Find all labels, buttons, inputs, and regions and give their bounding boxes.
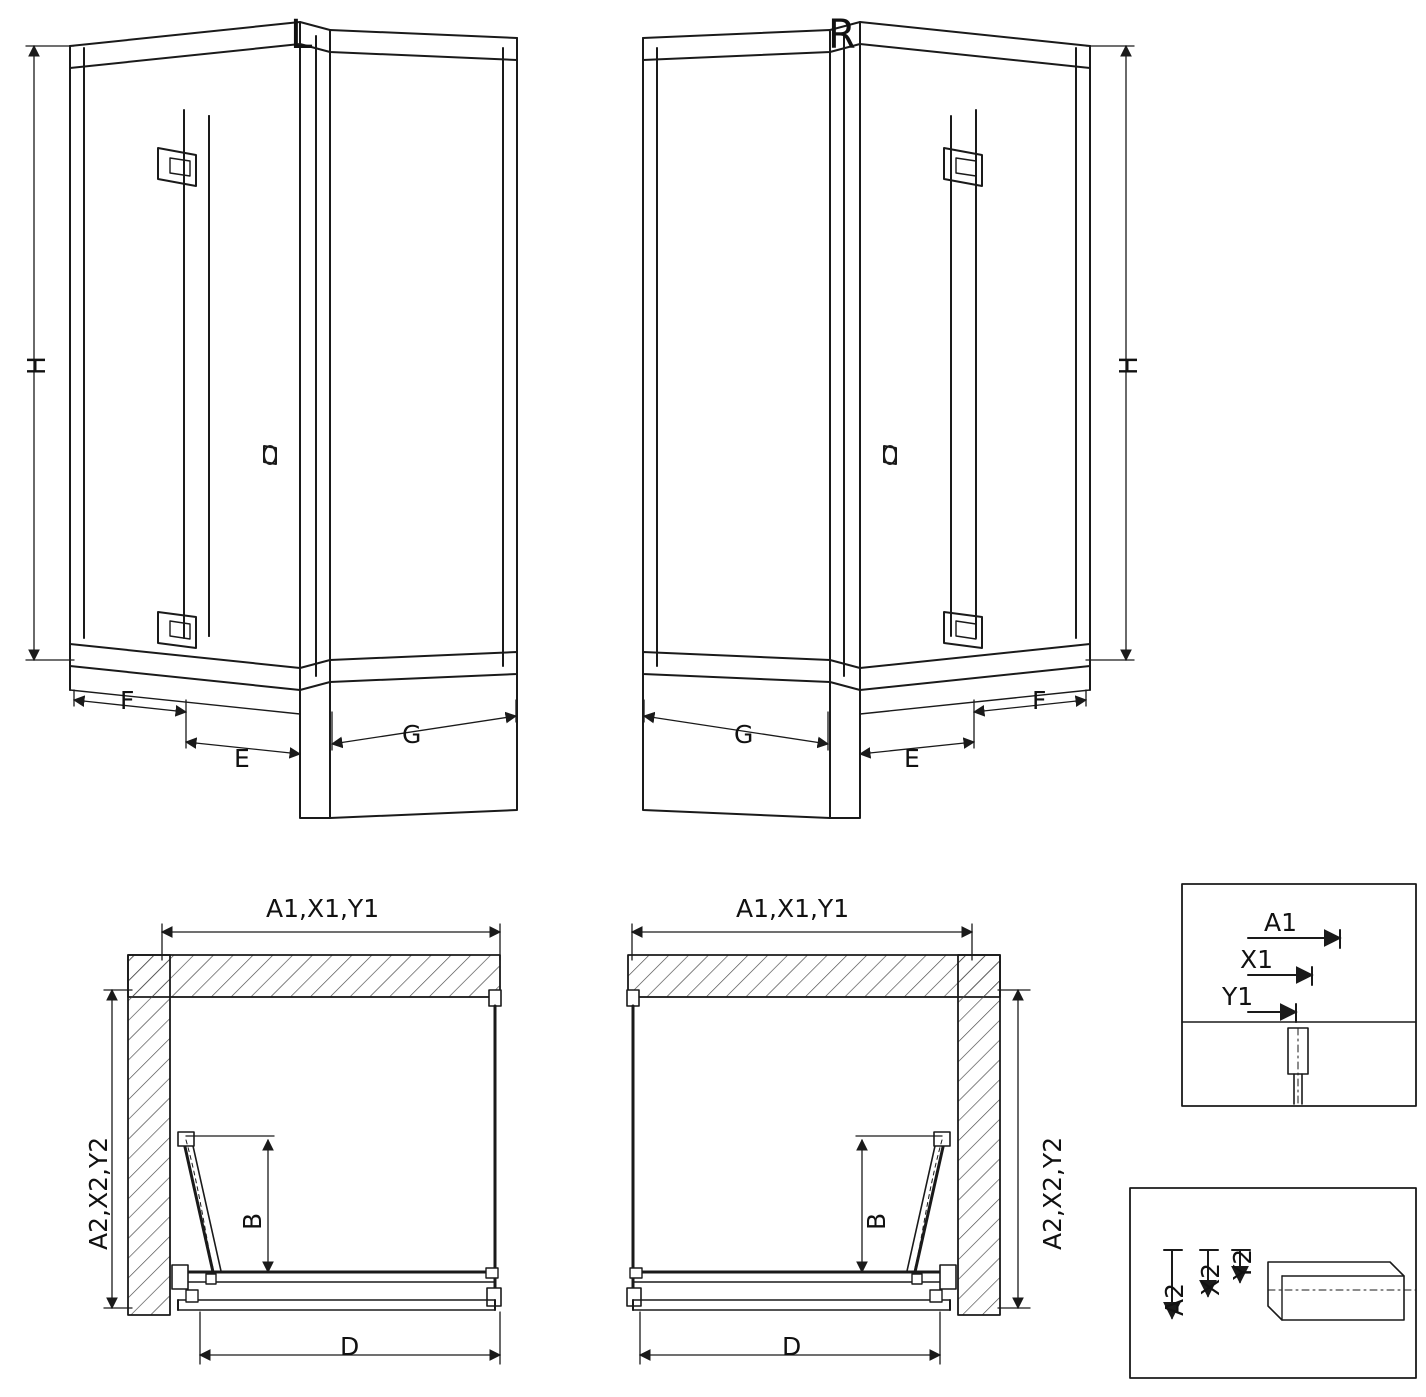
plan-left-bottom-dim-label: D — [340, 1332, 360, 1361]
dim-left-height — [26, 46, 74, 660]
iso-right-geometry — [643, 22, 1090, 818]
plan-right-geometry — [627, 955, 1000, 1315]
plan-right-top-dim-label: A1,X1,Y1 — [736, 894, 850, 923]
detail-bottom-label-a2: A2 — [1160, 1282, 1189, 1316]
detail-top-geometry — [1182, 884, 1416, 1106]
dim-label-h-right: H — [1114, 356, 1143, 375]
plan-right-bottom-dim-label: D — [782, 1332, 802, 1361]
detail-bottom-label-x2: X2 — [1196, 1262, 1225, 1296]
dim-left-bottom — [74, 690, 516, 760]
detail-bottom-label-y2: Y2 — [1228, 1248, 1257, 1280]
dim-label-e-right: E — [904, 744, 920, 773]
view-title-right: R — [828, 12, 856, 58]
iso-left-geometry — [70, 22, 517, 818]
dim-label-f-left: F — [120, 686, 135, 715]
plan-left-swing-dim-label: B — [238, 1212, 267, 1230]
plan-right-swing-dim-label: B — [862, 1212, 891, 1230]
plan-right-side-dim-label: A2,X2,Y2 — [1038, 1136, 1067, 1250]
dim-right-bottom — [644, 690, 1086, 760]
dim-label-h-left: H — [22, 356, 51, 375]
detail-top-label-a1: A1 — [1264, 908, 1298, 937]
plan-left-side-dim-label: A2,X2,Y2 — [84, 1136, 113, 1250]
detail-top-label-x1: X1 — [1240, 945, 1274, 974]
detail-top-label-y1: Y1 — [1222, 982, 1254, 1011]
dim-label-f-right: F — [1032, 686, 1047, 715]
plan-left-top-dim-label: A1,X1,Y1 — [266, 894, 380, 923]
dim-label-g-left: G — [402, 720, 422, 749]
dim-label-g-right: G — [734, 720, 754, 749]
plan-left-geometry — [128, 955, 501, 1315]
dim-label-e-left: E — [234, 744, 250, 773]
dim-right-height — [1086, 46, 1134, 660]
view-title-left: L — [290, 12, 313, 58]
